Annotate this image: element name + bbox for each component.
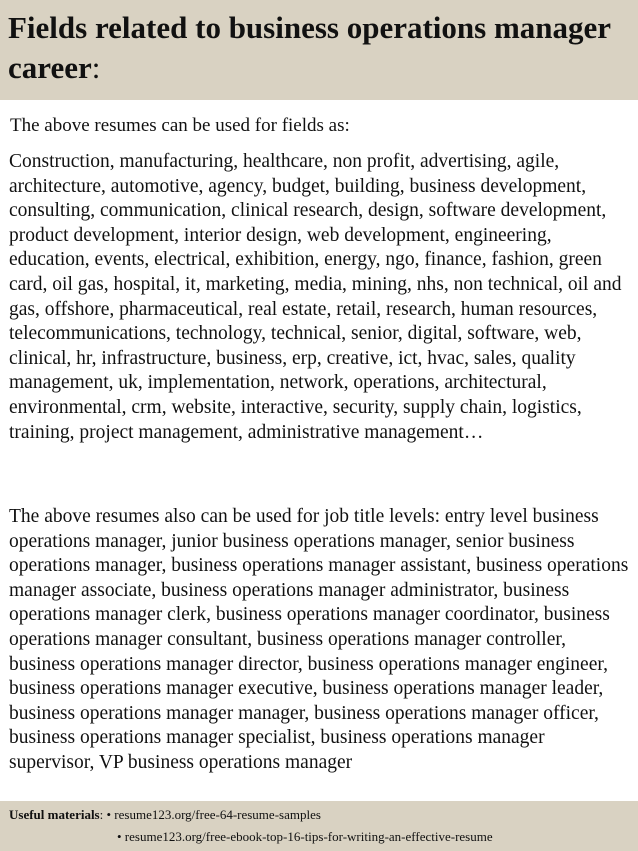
page-title: [8, 8, 628, 88]
footer-row-2: [117, 826, 493, 847]
title-band: [0, 0, 638, 100]
intro-text: The above resumes can be used for fields as:: [10, 115, 350, 136]
fields-list: Construction, manufacturing, healthcare, non profit, advertising, agile, architecture, automotive, agency, budget, building, business development, consulting, communication, clinical research, design, software development, product development, interior design, web development, engineering, education, events, electrical, exhibition, energy, ngo, finance, fashion, green card, oil gas, hospital, it, marketing, media, mining, nhs, non technical, oil and gas, offshore, pharmaceutical, real estate, retail, research, human resources, telecommunications, technology, technical, senior, digital, software, web, clinical, hr, infrastructure, business, erp, creative, ict, hvac, sales, quality management, uk, implementation, network, operations, architectural, environmental, crm, website, interactive, security, supply chain, logistics, training, project management, administrative management…: [9, 151, 622, 443]
footer-row-1: [9, 804, 321, 825]
useful-materials-label: Useful materials: [9, 807, 100, 822]
footer-link-1[interactable]: • resume123.org/free-64-resume-samples: [106, 807, 321, 822]
footer-link-2[interactable]: • resume123.org/free-ebook-top-16-tips-for-writing-an-effective-resume: [117, 829, 493, 844]
footer-band: [0, 801, 638, 851]
job-levels-list: The above resumes also can be used for job title levels: entry level business operations manager, junior business operations manager, senior business operations manager, business operations manager assistant, business operations manager associate, business operations manager administrator, business operations manager clerk, business operations manager coordinator, business operations manager consultant, business operations manager controller, business operations manager director, business operations manager engineer, business operations manager executive, business operations manager leader, business operations manager manager, business operations manager officer, business operations manager specialist, business operations manager supervisor, VP business operations manager: [9, 506, 629, 773]
page-title-text: Fields related to business operations manager career: [8, 10, 611, 85]
useful-materials-separator: :: [99, 807, 107, 822]
page-title-colon: :: [91, 50, 101, 85]
